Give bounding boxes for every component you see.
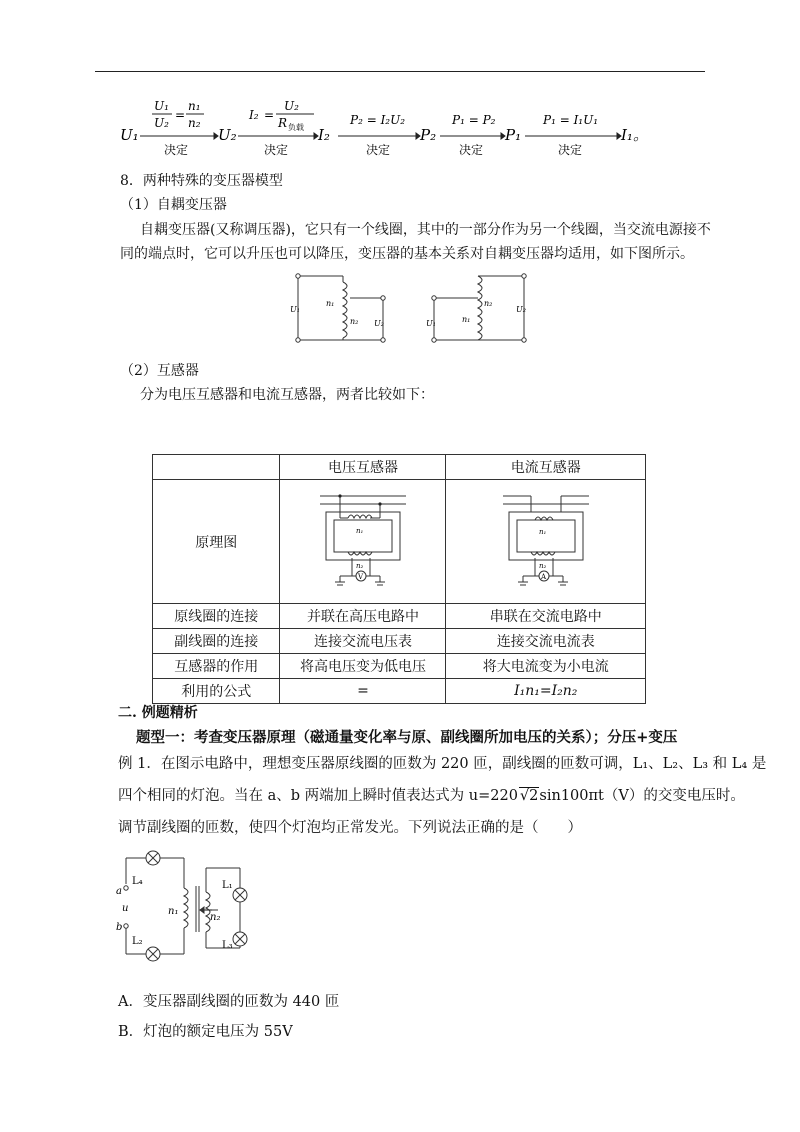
autotransformer-diagram: [288, 268, 534, 348]
sqrt-value: 2: [529, 788, 539, 804]
subsection-instrument-transformer: （2）互感器: [120, 363, 199, 379]
table-row: [153, 480, 646, 604]
svg-text:n₁: n₁: [538, 527, 547, 536]
svg-text:n₂: n₂: [210, 912, 221, 923]
decision-chain-graphic: [118, 96, 678, 158]
table-header-blank: [153, 455, 280, 480]
decision-chain: [118, 96, 678, 158]
decide-label-4: 决定: [459, 143, 484, 157]
voltage-transformer-diagram: [318, 490, 408, 590]
svg-text:U₁: U₁: [290, 305, 300, 314]
table-cell: =: [280, 679, 446, 704]
autotransformer-para-line1: 自耦变压器(又称调压器)，它只有一个线圈，其中的一部分作为另一个线圈，当交流电源接不: [140, 222, 711, 238]
decide-label-5: 决定: [558, 143, 583, 157]
table-header-current: 电流互感器: [446, 455, 646, 480]
example-1-line2-start: 四个相同的灯泡。当在 a、b 两端加上瞬时值表达式为 u=220: [118, 788, 518, 804]
svg-text:U₂: U₂: [154, 116, 169, 130]
table-header-row: [153, 455, 646, 480]
svg-text:n₁: n₁: [462, 315, 471, 324]
instrument-transformer-para: 分为电压互感器和电流互感器，两者比较如下：: [140, 387, 434, 403]
current-transformer-diagram: [501, 490, 591, 590]
example-1-line3: 调节副线圈的匝数，使四个灯泡均正常发光。下列说法正确的是（ ）: [118, 820, 582, 836]
example-1-line1: 例 1．在图示电路中，理想变压器原线圈的匝数为 220 匝，副线圈的匝数可调，L₁、L₂、L₃ 和 L₄ 是: [118, 756, 767, 772]
table-cell: 原线圈的连接: [153, 604, 280, 629]
svg-text:=: =: [264, 108, 275, 122]
table-row: [153, 604, 646, 629]
svg-text:I₂: I₂: [249, 108, 259, 122]
svg-text:L₁: L₁: [222, 880, 233, 891]
example-1-line2: [118, 784, 745, 805]
svg-text:u: u: [122, 903, 129, 914]
table-cell: 将大电流变为小电流: [446, 654, 646, 679]
example-1-circuit: [112, 848, 254, 968]
svg-text:n₂: n₂: [350, 317, 359, 326]
sqrt-symbol: √2: [519, 788, 539, 804]
table-cell: 副线圈的连接: [153, 629, 280, 654]
svg-text:负载: 负载: [288, 123, 304, 132]
svg-text:R: R: [278, 116, 288, 130]
question-type-1: 题型一：考查变压器原理（磁通量变化率与原、副线圈所加电压的关系）；分压+变压: [136, 729, 678, 746]
section-8-title: 8．两种特殊的变压器模型: [120, 173, 283, 189]
table-cell-diagram-label: 原理图: [153, 480, 280, 604]
svg-text:L₂: L₂: [132, 936, 143, 947]
table-row: [153, 629, 646, 654]
table-row: [153, 679, 646, 704]
table-cell: 连接交流电流表: [446, 629, 646, 654]
chain-symbol-u2: U₂: [218, 126, 237, 144]
table-cell: 连接交流电压表: [280, 629, 446, 654]
svg-text:n₁: n₁: [355, 526, 364, 535]
svg-text:U₁: U₁: [154, 99, 169, 113]
formula-p2: P₂ = I₂U₂: [350, 113, 406, 127]
option-a[interactable]: A．变压器副线圈的匝数为 440 匝: [118, 994, 340, 1010]
decide-label-2: 决定: [264, 143, 289, 157]
svg-text:U₂: U₂: [516, 305, 526, 314]
svg-text:a: a: [116, 886, 122, 897]
decide-label-1: 决定: [164, 143, 189, 157]
formula-ohm: [248, 99, 314, 132]
svg-text:n₁: n₁: [188, 99, 201, 113]
table-row: [153, 654, 646, 679]
table-header-voltage: 电压互感器: [280, 455, 446, 480]
svg-text:n₁: n₁: [326, 299, 335, 308]
table-cell: 串联在交流电路中: [446, 604, 646, 629]
svg-text:U₁: U₁: [426, 319, 436, 328]
option-b[interactable]: B．灯泡的额定电压为 55V: [118, 1024, 293, 1040]
table-cell: 利用的公式: [153, 679, 280, 704]
formula-turns-ratio: [152, 99, 204, 130]
chain-symbol-i2: I₂: [318, 126, 330, 144]
comparison-table: [152, 454, 646, 704]
table-cell: I₁n₁=I₂n₂: [446, 679, 646, 704]
decide-label-3: 决定: [366, 143, 391, 157]
svg-text:b: b: [116, 922, 123, 933]
table-cell-current-diagram: [446, 480, 646, 604]
example-1-line2-end: sin100πt（V）的交变电压时。: [539, 788, 745, 804]
chain-symbol-p2: P₂: [420, 126, 437, 144]
formula-p1-eq-p2: P₁ = P₂: [452, 113, 496, 127]
header-rule: [95, 71, 705, 72]
svg-text:V: V: [357, 572, 364, 581]
svg-text:n₂: n₂: [355, 561, 364, 570]
subsection-autotransformer: （1）自耦变压器: [120, 197, 227, 213]
table-cell: 将高电压变为低电压: [280, 654, 446, 679]
svg-text:U₂: U₂: [284, 99, 299, 113]
table-cell: 并联在高压电路中: [280, 604, 446, 629]
svg-text:L₃: L₃: [222, 940, 233, 951]
svg-text:U₂: U₂: [374, 319, 384, 328]
svg-text:n₁: n₁: [168, 906, 179, 917]
section-2-title: 二. 例题精析: [118, 705, 198, 721]
table-cell-voltage-diagram: [280, 480, 446, 604]
svg-text:=: =: [175, 108, 186, 122]
svg-text:n₂: n₂: [484, 299, 493, 308]
svg-text:n₂: n₂: [188, 116, 201, 130]
chain-symbol-i1: I₁。: [621, 126, 648, 144]
chain-symbol-p1: P₁: [505, 126, 522, 144]
svg-text:n₂: n₂: [538, 561, 547, 570]
chain-symbol-u1: U₁: [120, 126, 139, 144]
formula-p1: P₁ = I₁U₁: [543, 113, 599, 127]
svg-text:L₄: L₄: [132, 876, 143, 887]
autotransformer-para-line2: 同的端点时，它可以升压也可以降压，变压器的基本关系对自耦变压器均适用，如下图所示。: [120, 246, 694, 262]
svg-text:A: A: [540, 572, 546, 581]
table-cell: 互感器的作用: [153, 654, 280, 679]
